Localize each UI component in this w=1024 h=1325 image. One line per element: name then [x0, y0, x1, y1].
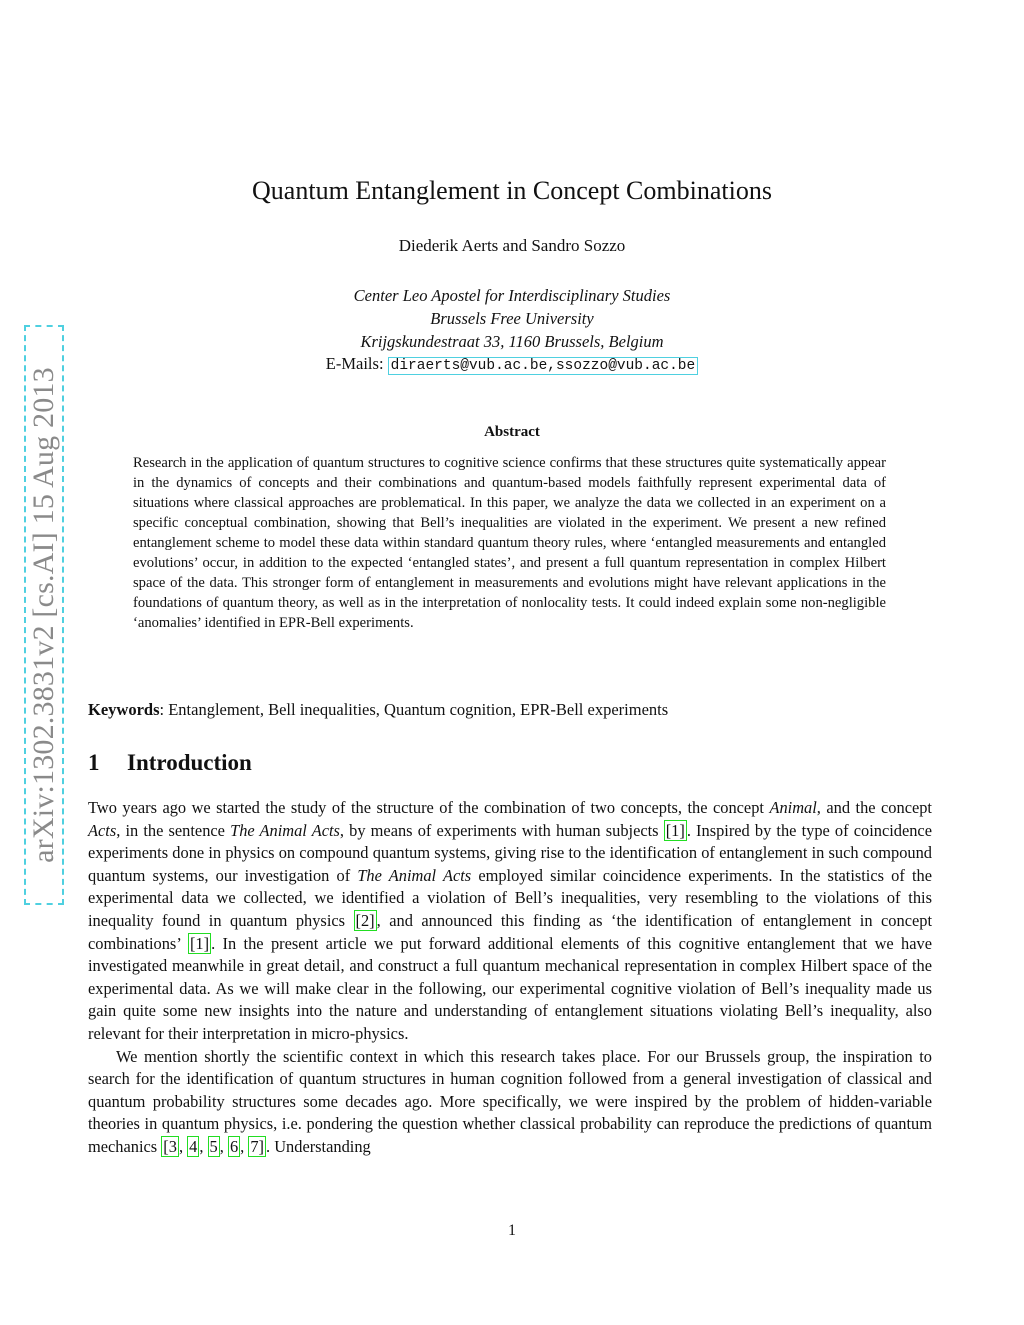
abstract-heading: Abstract [484, 424, 540, 440]
text-run: , and announced this finding as ‘the identification of entanglement in concept combinations’ [88, 910, 932, 953]
text-run: Two years ago we started the study of the structure of the combination of two concepts, the concept [88, 798, 770, 817]
citation-link[interactable]: [1] [189, 933, 210, 953]
keywords-text: : Entanglement, Bell inequalities, Quantum cognition, EPR-Bell experiments [159, 700, 669, 719]
body-text [88, 797, 932, 1159]
section-title: Introduction [127, 750, 252, 775]
paragraph-2 [88, 1046, 932, 1159]
text-run: , [199, 1136, 208, 1156]
emails [0, 354, 1024, 374]
citation-link[interactable]: 4 [189, 1136, 198, 1156]
citation-link[interactable]: 6 [229, 1136, 239, 1156]
abstract-text: Research in the application of quantum structures to cognitive science confirms that these structures quite systematically appear in the dynamics of concepts and their combinations and quantum-based models faithfully represent experimental data of situations where classical approaches are problematical. In this paper, we analyze the data we collected in an experiment on a specific conceptual combination, showing that Bell’s inequalities are violated in the experiment. We present a new refined entanglement scheme to model these data within standard quantum theory rules, where ‘entangled measurements and entangled evolutions’ occur, in addition to the expected ‘entangled states’, and present a full quantum representation in complex Hilbert space of the data. This stronger form of entanglement in measurements and evolutions might have relevant applications in the foundations of quantum theory, as well as in the interpretation of nonlocality tests. It could indeed explain some non-negligible ‘anomalies’ identified in EPR-Bell experiments. [133, 455, 886, 631]
authors: Diederik Aerts and Sandro Sozzo [398, 236, 626, 255]
keywords [88, 700, 938, 720]
citation-link[interactable]: 5 [209, 1136, 218, 1156]
concept-animal: Animal [769, 798, 817, 817]
text-run: . Inspired by the type of coincidence experiments done in physics on compound quantum systems, giving rise to the identification of entanglement in such compound quantum systems, our investigation of [88, 820, 932, 885]
email-link[interactable]: diraerts@vub.ac.be,ssozzo@vub.ac.be [388, 357, 699, 375]
affiliation-line-1: Center Leo Apostel for Interdisciplinary Studies [353, 286, 671, 305]
affiliation-line-3: Krijgskundestraat 33, 1160 Brussels, Belgium [360, 332, 664, 351]
section-heading [88, 750, 252, 776]
concept-acts: Acts [88, 820, 117, 840]
citation-link[interactable]: [3 [163, 1136, 177, 1156]
paragraph-1 [88, 797, 932, 1046]
page-number: 1 [508, 1222, 516, 1239]
text-run: , [240, 1136, 249, 1156]
affiliation-line-2: Brussels Free University [430, 309, 594, 328]
arxiv-stamp-text: arXiv:1302.3831v2 [cs.AI] 15 Aug 2013 [27, 367, 60, 863]
text-run: . Understanding [266, 1136, 371, 1156]
citation-link[interactable]: [2] [355, 910, 375, 930]
text-run: We mention shortly the scientific context in which this research takes place. For our Brussels group, the inspiration to search for the identification of quantum structures in human cognition followed from a general investigation of classical and quantum probability structures some decades ago. More specifically, we were inspired by the problem of hidden-variable theories in quantum physics, i.e. pondering the question whether classical probability can reproduce the predictions of quantum mechanics [88, 1046, 932, 1156]
text-run: , and the concept [816, 798, 932, 817]
text-run: , by means of experiments with human subjects [339, 820, 664, 840]
citation-link[interactable]: 7] [250, 1136, 265, 1156]
text-run: , [219, 1136, 228, 1156]
citation-link[interactable]: [1] [665, 820, 685, 840]
text-run: , [178, 1136, 188, 1156]
section-number: 1 [88, 750, 100, 775]
sentence-the-animal-acts: The Animal Acts [357, 865, 472, 885]
text-run: , in the sentence [116, 820, 231, 840]
text-run: employed similar coincidence experiments. In the statistics of the experimental data we collected, we identified a violation of Bell’s inequalities, very resembling to the violations of this inequality found in quantum physics [88, 865, 932, 930]
text-run: . In the present article we put forward additional elements of this cognitive entanglement that we have investigated meanwhile in great detail, and construct a full quantum mechanical representation in complex Hilbert space of the experimental data. As we will make clear in the following, our experimental cognitive violation of Bell’s inequality made us gain quite some new insights into the nature and understanding of entanglement situations violating Bell’s inequality, also relevant for their interpretation in micro-physics. [88, 933, 932, 1043]
affiliation [0, 284, 1024, 353]
paper-title: Quantum Entanglement in Concept Combinations [252, 176, 772, 205]
arxiv-stamp [24, 325, 64, 905]
emails-label: E-Mails: [325, 354, 384, 373]
keywords-label: Keywords [88, 700, 160, 719]
sentence-the-animal-acts: The Animal Acts [230, 820, 340, 840]
